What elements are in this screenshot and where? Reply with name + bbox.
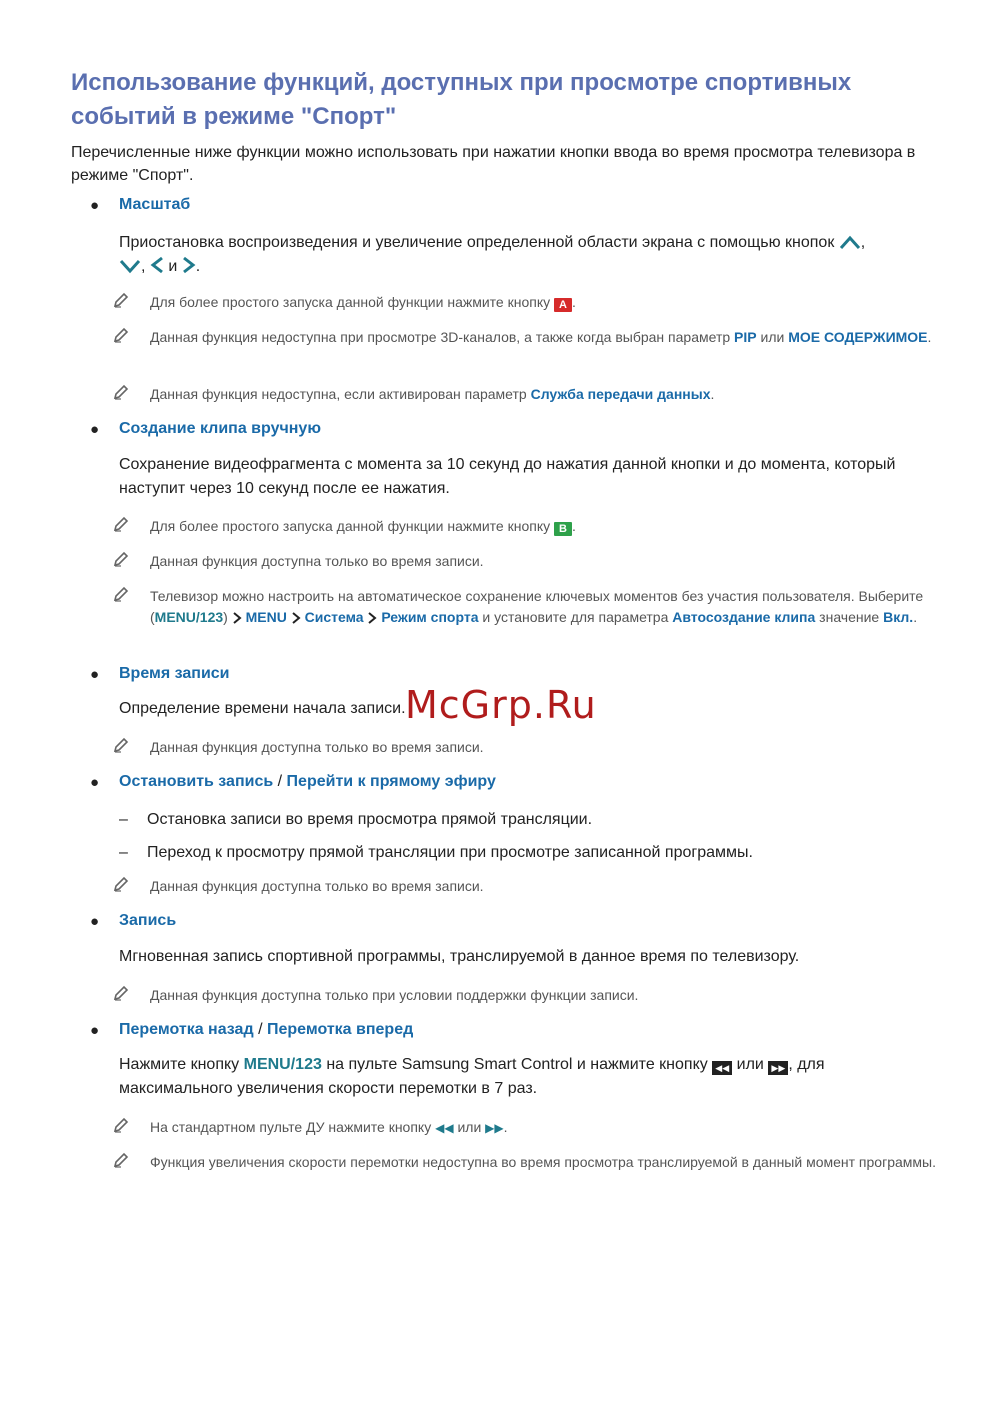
page-title: Использование функций, доступных при просмотре спортивных событий в режиме "Спорт" (71, 69, 852, 130)
zoom-note-1-text: Для более простого запуска данной функции нажмите кнопку (150, 294, 551, 310)
zoom-note-2: Данная функция недоступна при просмотре 3D-каналов, а также когда выбран параметр PIP или МОЕ СОДЕРЖИМОЕ. (150, 329, 932, 345)
chevron-right-icon (291, 611, 301, 625)
rewind-note-2: Функция увеличения скорости перемотки недоступна во время просмотра транслируемой в данный момент программы. (150, 1154, 936, 1170)
sport-mode-term: Режим спорта (381, 609, 479, 625)
fast-forward-button-icon: ▶▶ (768, 1061, 788, 1075)
record-body: Мгновенная запись спортивной программы, транслируемой в данное время по телевизору. (119, 948, 800, 965)
bullet-marker: ● (90, 666, 100, 683)
pencil-note-icon (113, 551, 129, 567)
dash-marker: – (119, 811, 128, 828)
bullet-marker: ● (90, 421, 100, 438)
zoom-note-2-text: Данная функция недоступна при просмотре 3D-каналов, а также когда выбран параметр (150, 329, 731, 345)
dash-marker: – (119, 844, 128, 861)
pencil-note-icon (113, 985, 129, 1001)
chevron-right-icon (232, 611, 242, 625)
menu123-term: MENU/123 (243, 1056, 322, 1073)
rewind-note-1-or: или (457, 1119, 482, 1135)
clip-note-1: Для более простого запуска данной функции нажмите кнопку B . (150, 518, 576, 535)
intro-paragraph: Перечисленные ниже функции можно использовать при нажатии кнопки ввода во время просмотра телевизора в режиме "Спорт". (71, 144, 916, 184)
rewind-body-or: или (736, 1056, 764, 1073)
pencil-note-icon (113, 292, 129, 308)
bullet-marker: ● (90, 913, 100, 930)
data-service-term: Служба передачи данных (530, 386, 711, 402)
stop-dash-2: Переход к просмотру прямой трансляции при просмотре записанной программы. (147, 844, 753, 861)
zoom-note-2-or: или (760, 329, 785, 345)
stop-heading (119, 771, 496, 793)
chevron-down-icon (119, 258, 141, 274)
clip-heading: Создание клипа вручную (119, 420, 321, 437)
clip-note-3-mid: и установите для параметра (482, 609, 669, 625)
rewind-note-1: На стандартном пульте ДУ нажмите кнопку ◀◀ или ▶▶. (150, 1119, 508, 1135)
pencil-note-icon (113, 876, 129, 892)
chevron-left-icon (150, 256, 164, 274)
clip-note-3-text: Телевизор можно настроить на автоматическое сохранение ключевых моментов без участия пользователя. Выберите (150, 588, 924, 604)
rectime-body: Определение времени начала записи. (119, 700, 406, 717)
pencil-note-icon (113, 737, 129, 753)
menu123-term: MENU/123 (154, 609, 224, 625)
heading-separator: / (258, 1021, 263, 1038)
stop-heading-2: Перейти к прямому эфиру (286, 773, 496, 790)
record-note: Данная функция доступна только при условии поддержки функции записи. (150, 987, 639, 1003)
clip-note-3: Телевизор можно настроить на автоматическое сохранение ключевых моментов без участия пользователя. Выберите (MENU/123) MENU Система Режим спорта и установите для параметра Автосоздание клипа значение Вкл.. (150, 588, 924, 625)
clip-note-2: Данная функция доступна только во время записи. (150, 553, 484, 569)
menu-term: MENU (245, 609, 287, 625)
rewind-heading-2: Перемотка вперед (266, 1021, 414, 1038)
heading-separator: / (277, 773, 283, 790)
on-term: Вкл. (883, 609, 914, 625)
pencil-note-icon (113, 516, 129, 532)
pencil-note-icon (113, 1152, 129, 1168)
system-term: Система (304, 609, 364, 625)
clip-note-1-text: Для более простого запуска данной функции нажмите кнопку (150, 518, 551, 534)
fast-forward-icon: ▶▶ (485, 1121, 504, 1135)
rectime-heading: Время записи (119, 665, 230, 682)
green-b-button-icon: B (554, 522, 572, 536)
pencil-note-icon (113, 586, 129, 602)
pip-term: PIP (734, 329, 757, 345)
chevron-right-icon (367, 611, 377, 625)
rewind-body-pre: Нажмите кнопку (119, 1056, 240, 1073)
zoom-body-text: Приостановка воспроизведения и увеличение определенной области экрана с помощью кнопок (119, 234, 835, 251)
rewind-button-icon: ◀◀ (712, 1061, 732, 1075)
clip-body: Сохранение видеофрагмента с момента за 10 секунд до нажатия данной кнопки и до момента, который наступит через 10 секунд после ее нажатия. (119, 456, 896, 497)
pencil-note-icon (113, 1117, 129, 1133)
clip-note-3-value-label: значение (819, 609, 880, 625)
record-heading: Запись (119, 912, 177, 929)
auto-clip-term: Автосоздание клипа (672, 609, 816, 625)
stop-dash-1: Остановка записи во время просмотра прямой трансляции. (147, 811, 593, 828)
rewind-icon: ◀◀ (435, 1121, 454, 1135)
zoom-note-3-text: Данная функция недоступна, если активирован параметр (150, 386, 527, 402)
zoom-note-3: Данная функция недоступна, если активирован параметр Служба передачи данных. (150, 386, 715, 402)
pencil-note-icon (113, 384, 129, 400)
zoom-body-and: и (168, 258, 178, 275)
rectime-note: Данная функция доступна только во время записи. (150, 739, 484, 755)
bullet-marker: ● (90, 774, 100, 791)
rewind-body-post: , для максимального увеличения скорости перемотки в 7 раз. (119, 1056, 825, 1097)
zoom-note-1: Для более простого запуска данной функции нажмите кнопку A . (150, 294, 576, 311)
watermark: McGrp.Ru (405, 683, 597, 727)
stop-heading-1: Остановить запись (119, 773, 274, 790)
rewind-heading-1: Перемотка назад (119, 1021, 254, 1038)
zoom-body: Приостановка воспроизведения и увеличение определенной области экрана с помощью кнопок , , и . (119, 234, 866, 275)
pencil-note-icon (113, 327, 129, 343)
zoom-heading: Масштаб (119, 196, 191, 213)
chevron-up-icon (839, 234, 861, 250)
rewind-heading (119, 1019, 413, 1041)
bullet-marker: ● (90, 1022, 100, 1039)
rewind-body-mid: на пульте Samsung Smart Control и нажмите кнопку (326, 1056, 708, 1073)
red-a-button-icon: A (554, 298, 572, 312)
rewind-note-1-text: На стандартном пульте ДУ нажмите кнопку (150, 1119, 432, 1135)
stop-note: Данная функция доступна только во время записи. (150, 878, 484, 894)
chevron-right-icon (182, 256, 196, 274)
my-content-term: МОЕ СОДЕРЖИМОЕ (788, 329, 928, 345)
bullet-marker: ● (90, 197, 100, 214)
rewind-body (119, 1053, 919, 1101)
